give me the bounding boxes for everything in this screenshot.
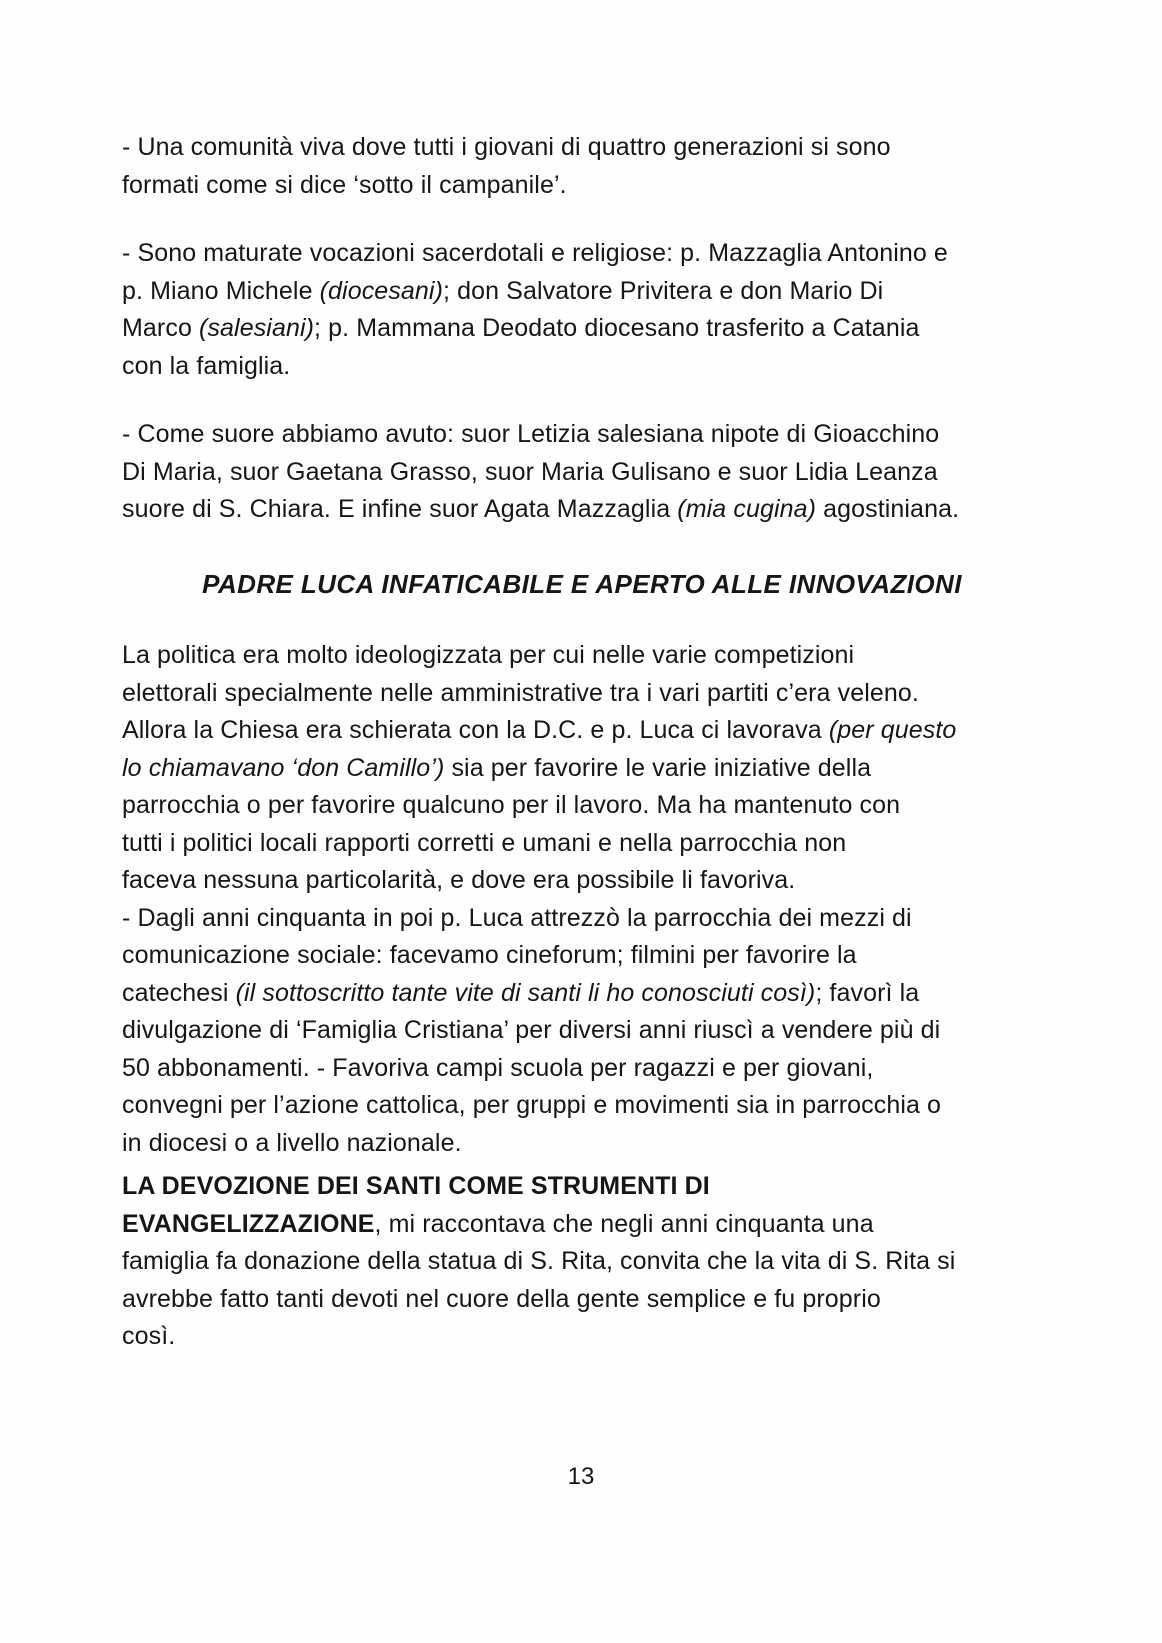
paragraph-devotion <box>122 1168 1042 1356</box>
text-span: sia per favorire le varie iniziative della <box>444 753 872 782</box>
text-line <box>122 491 1042 529</box>
text-line <box>122 712 1042 750</box>
italic-note: (per questo <box>828 716 957 744</box>
text-span: Allora la Chiesa era schierata con la D.C. e p. Luca ci lavorava <box>122 716 829 744</box>
text-line: parrocchia o per favorire qualcuno per il lavoro. Ma ha mantenuto con <box>122 791 901 819</box>
text-span: , mi raccontava che negli anni cinquanta una <box>374 1209 874 1238</box>
text-line: tutti i politici locali rapporti corretti e umani e nella parrocchia non <box>122 828 847 857</box>
italic-note: (mia cugina) <box>677 495 817 523</box>
bold-lead: EVANGELIZZAZIONE <box>122 1209 375 1238</box>
text-line: comunicazione sociale: facevamo cineforum; filmini per favorire la <box>122 941 857 969</box>
text-line: in diocesi o a livello nazionale. <box>122 1128 462 1157</box>
section-heading: PADRE LUCA INFATICABILE E APERTO ALLE INNOVAZIONI <box>202 569 962 599</box>
text-line: avrebbe fatto tanti devoti nel cuore della gente semplice e fu proprio <box>122 1284 881 1313</box>
text-span: ; favorì la <box>815 978 920 1007</box>
text-line: così. <box>122 1322 176 1350</box>
paragraph-community <box>122 129 1042 204</box>
text-line <box>122 750 1042 788</box>
text-span: agostiniana. <box>816 495 960 523</box>
text-span: ; p. Mammana Deodato diocesano trasferito a Catania <box>314 314 920 342</box>
text-line: La politica era molto ideologizzata per cui nelle varie competizioni <box>122 641 855 669</box>
text-line: - Sono maturate vocazioni sacerdotali e religiose: p. Mazzaglia Antonino e <box>122 239 948 267</box>
text-line <box>122 273 1042 311</box>
text-line: - Dagli anni cinquanta in poi p. Luca attrezzò la parrocchia dei mezzi di <box>122 903 912 932</box>
text-line: formati come si dice ‘sotto il campanile’. <box>122 170 567 199</box>
text-span: catechesi <box>122 978 236 1007</box>
italic-note: (diocesani) <box>319 276 444 305</box>
text-line: - Come suore abbiamo avuto: suor Letizia salesiana nipote di Gioacchino <box>122 420 940 448</box>
italic-note: (salesiani) <box>199 314 315 342</box>
text-line: famiglia fa donazione della statua di S. Rita, convita che la vita di S. Rita si <box>122 1247 956 1275</box>
text-line: 50 abbonamenti. - Favoriva campi scuola per ragazzi e per giovani, <box>122 1053 874 1082</box>
text-span: Marco <box>122 314 200 342</box>
text-line: - Una comunità viva dove tutti i giovani di quattro generazioni si sono <box>122 133 891 161</box>
page-number: 13 <box>567 1463 595 1490</box>
text-line: faceva nessuna particolarità, e dove era possibile li favoriva. <box>122 866 796 894</box>
text-line: convegni per l’azione cattolica, per gruppi e movimenti sia in parrocchia o <box>122 1091 942 1119</box>
text-line <box>122 975 1042 1013</box>
text-span: suore di S. Chiara. E infine suor Agata Mazzaglia <box>122 495 678 523</box>
italic-note: lo chiamavano ‘don Camillo’) <box>122 753 445 782</box>
text-line <box>122 1206 1042 1244</box>
paragraph-politics <box>122 637 1042 1162</box>
bold-lead: LA DEVOZIONE DEI SANTI COME STRUMENTI DI <box>122 1172 710 1200</box>
text-span: ; don Salvatore Privitera e don Mario Di <box>443 276 884 305</box>
text-line: divulgazione di ‘Famiglia Cristiana’ per diversi anni riuscì a vendere più di <box>122 1016 941 1044</box>
text-line: Di Maria, suor Gaetana Grasso, suor Maria Gulisano e suor Lidia Leanza <box>122 457 938 486</box>
text-line: con la famiglia. <box>122 351 291 380</box>
paragraph-nuns <box>122 416 1042 529</box>
paragraph-vocations <box>122 235 1042 385</box>
text-line: elettorali specialmente nelle amministrative tra i vari partiti c’era veleno. <box>122 678 919 707</box>
italic-note: (il sottoscritto tante vite di santi li ho conosciuti così) <box>235 978 816 1007</box>
text-span: p. Miano Michele <box>122 276 320 305</box>
text-line <box>122 310 1042 348</box>
